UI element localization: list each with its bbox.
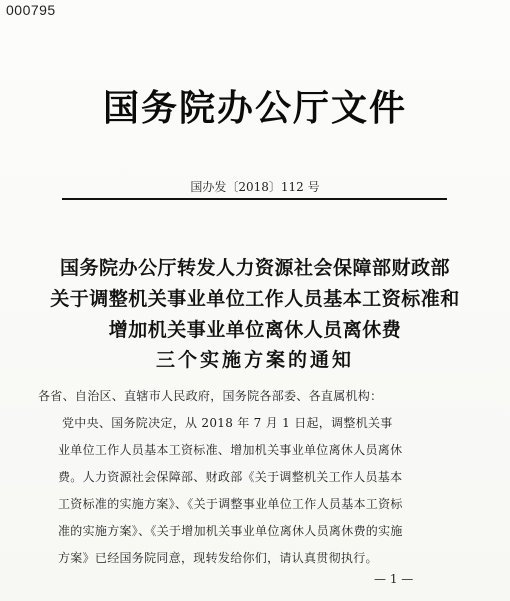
issuing-organization-title: 国务院办公厅文件 — [102, 87, 407, 129]
header-divider-line — [62, 198, 447, 200]
page-number: — 1 — — [374, 572, 414, 586]
body-paragraph-line: 方案》已经国务院同意，现转发给你们，请认真贯彻执行。 — [58, 551, 378, 565]
body-paragraph-line: 费。人力资源社会保障部、财政部《关于调整机关工作人员基本 — [58, 470, 403, 484]
file-number: 国办发〔2018〕112 号 — [190, 180, 320, 194]
body-paragraph-line: 党中央、国务院决定，从 2018 年 7 月 1 日起，调整机关事 — [62, 416, 393, 430]
document-serial-number: 000795 — [6, 2, 56, 18]
body-paragraph-line: 准的实施方案》、《关于增加机关事业单位离休人员离休费的实施 — [58, 524, 403, 538]
addressee-line: 各省、自治区、直辖市人民政府，国务院各部委、各直属机构： — [38, 389, 383, 403]
headline-line-4: 三个实施方案的通知 — [155, 349, 354, 371]
headline-line-1: 国务院办公厅转发人力资源社会保障部财政部 — [59, 257, 450, 279]
headline-line-2: 关于调整机关事业单位工作人员基本工资标准和 — [50, 288, 460, 310]
headline-line-3: 增加机关事业单位离休人员离休费 — [108, 319, 402, 341]
body-paragraph-line: 工资标准的实施方案》、《关于调整事业单位工作人员基本工资标 — [58, 497, 403, 511]
body-paragraph-line: 业单位工作人员基本工资标准、增加机关事业单位离休人员离休 — [58, 443, 403, 457]
